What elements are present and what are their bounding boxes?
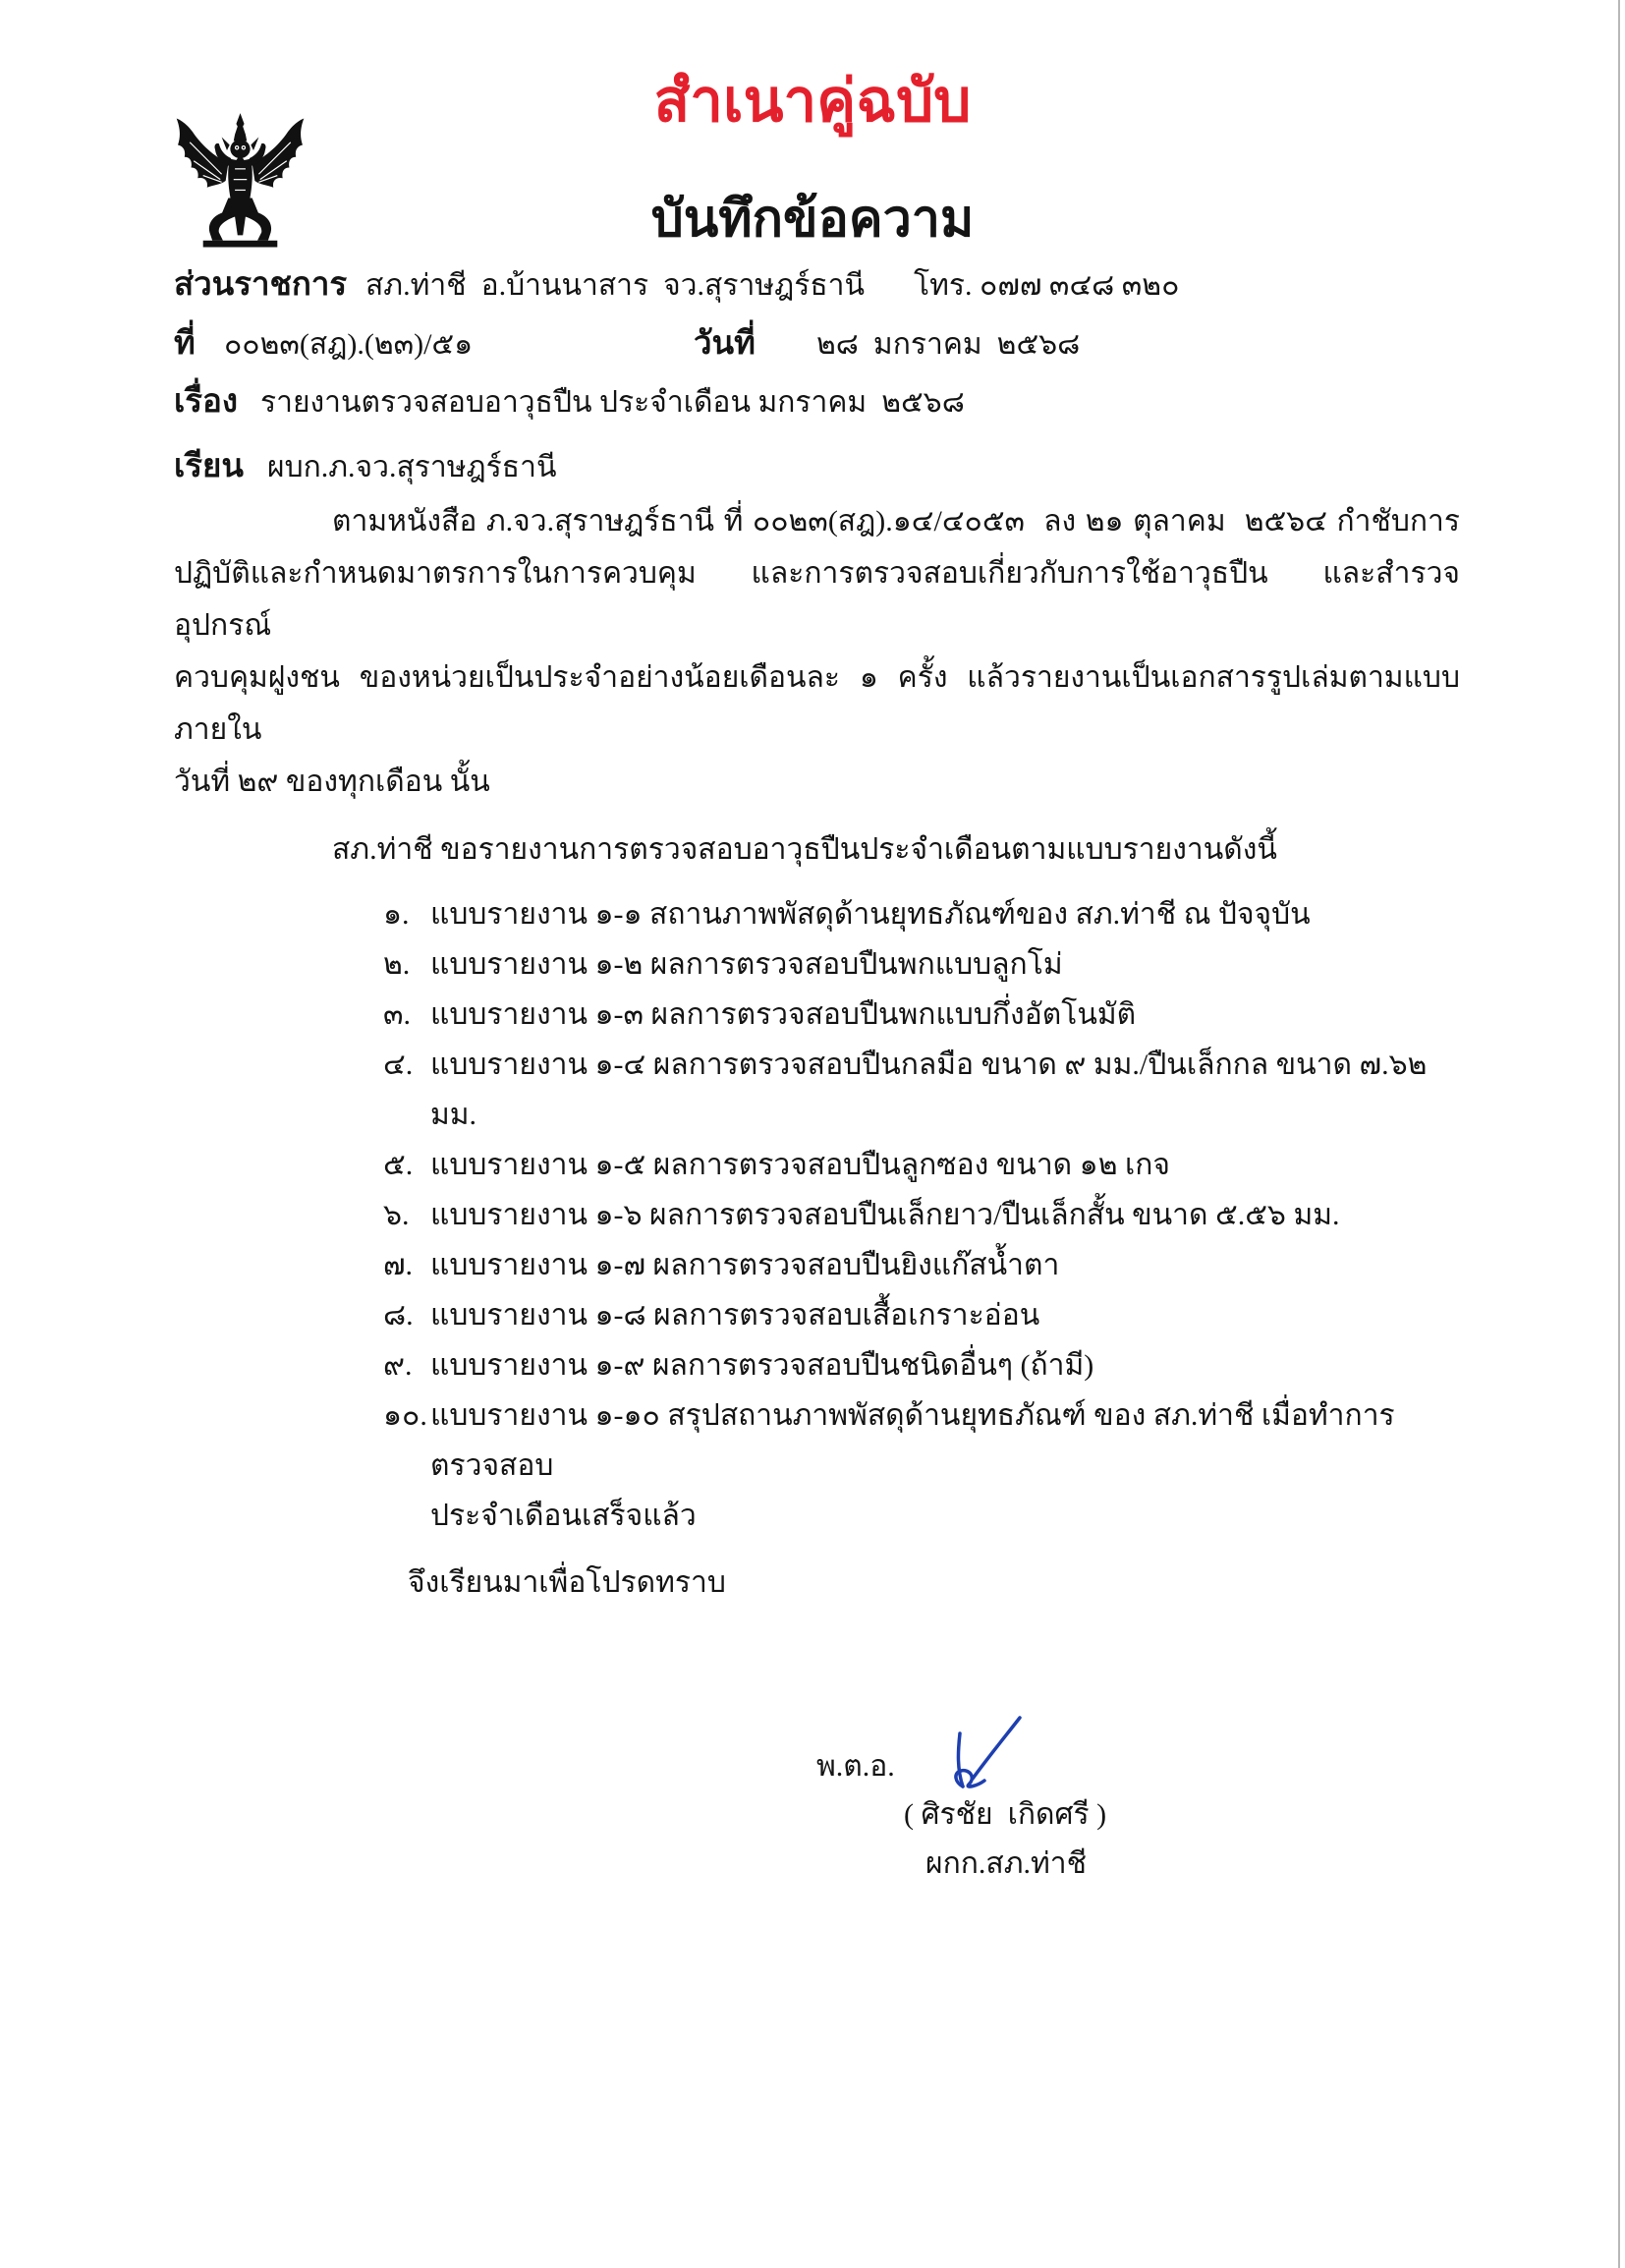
report-item-text: แบบรายงาน ๑-๙ ผลการตรวจสอบปืนชนิดอื่นๆ (ถ้ามี) bbox=[430, 1349, 1094, 1382]
recipient-value: ผบก.ภ.จว.สุราษฎร์ธานี bbox=[267, 451, 557, 483]
reference-label: ที่ bbox=[174, 326, 196, 362]
paragraph-line: ตามหนังสือ ภ.จว.สุราษฎร์ธานี ที่ ๐๐๒๓(สฎ).๑๔/๔๐๕๓ ลง ๒๑ ตุลาคม ๒๕๖๔ กำชับการ bbox=[332, 505, 1460, 538]
report-item-text: แบบรายงาน ๑-๘ ผลการตรวจสอบเสื้อเกราะอ่อน bbox=[430, 1299, 1040, 1332]
report-item bbox=[174, 1190, 1460, 1240]
report-item-number: ๙. bbox=[383, 1349, 413, 1382]
report-intro: สภ.ท่าชี ขอรายงานการตรวจสอบอาวุธปืนประจำเดือนตามแบบรายงานดังนี้ bbox=[332, 833, 1277, 866]
memo-body bbox=[174, 495, 1468, 1891]
report-item-number: ๔. bbox=[383, 1049, 414, 1081]
report-item-text: แบบรายงาน ๑-๕ ผลการตรวจสอบปืนลูกซอง ขนาด ๑๒ เกจ bbox=[430, 1149, 1170, 1181]
report-item bbox=[174, 889, 1460, 939]
report-item-number: ๗. bbox=[383, 1249, 414, 1281]
signer-position: ผกก.สภ.ท่าชี bbox=[925, 1847, 1087, 1880]
report-item-number: ๖. bbox=[383, 1199, 410, 1231]
signer-rank: พ.ต.อ. bbox=[816, 1750, 895, 1783]
report-item-number: ๘. bbox=[383, 1299, 414, 1332]
paragraph-line: ปฏิบัติและกำหนดมาตรการในการควบคุม และการตรวจสอบเกี่ยวกับการใช้อาวุธปืน และสำรวจอุปกรณ์ bbox=[174, 557, 1460, 642]
page-edge-line bbox=[1618, 0, 1620, 2268]
subject-label: เรื่อง bbox=[174, 384, 238, 420]
memo-title: บันทึกข้อความ bbox=[650, 192, 975, 248]
report-item-text: แบบรายงาน ๑-๖ ผลการตรวจสอบปืนเล็กยาว/ปืนเล็กสั้น ขนาด ๕.๕๖ มม. bbox=[430, 1199, 1340, 1231]
report-item-text: แบบรายงาน ๑-๑ สถานภาพพัสดุด้านยุทธภัณฑ์ของ สภ.ท่าชี ณ ปัจจุบัน bbox=[430, 898, 1311, 931]
report-item bbox=[174, 1240, 1460, 1290]
recipient-label: เรียน bbox=[174, 449, 244, 484]
phone-value: โทร. ๐๗๗ ๓๔๘ ๓๒๐ bbox=[914, 269, 1180, 302]
report-list bbox=[174, 889, 1460, 1541]
report-item-text: แบบรายงาน ๑-๑๐ สรุปสถานภาพพัสดุด้านยุทธภัณฑ์ ของ สภ.ท่าชี เมื่อทำการตรวจสอบ bbox=[430, 1399, 1395, 1482]
report-item bbox=[174, 1340, 1460, 1390]
report-item bbox=[174, 1040, 1460, 1140]
reference-number: ๐๐๒๓(สฎ).(๒๓)/๕๑ bbox=[224, 328, 474, 361]
report-item-number: ๑. bbox=[383, 898, 410, 931]
recipient-row bbox=[174, 441, 1460, 493]
signature-block bbox=[174, 1704, 1460, 1891]
date-label: วันที่ bbox=[694, 326, 756, 362]
date-value: ๒๘ มกราคม ๒๕๖๘ bbox=[816, 328, 1081, 361]
report-item-number: ๕. bbox=[383, 1149, 414, 1181]
reference-row bbox=[174, 318, 1460, 370]
copy-stamp: สำเนาคู่ฉบับ bbox=[653, 69, 972, 134]
report-item-text: แบบรายงาน ๑-๓ ผลการตรวจสอบปืนพกแบบกึ่งอัตโนมัติ bbox=[430, 998, 1137, 1031]
report-item bbox=[174, 1140, 1460, 1190]
paragraph-line: วันที่ ๒๙ ของทุกเดือน นั้น bbox=[174, 765, 490, 798]
report-item-number: ๓. bbox=[383, 998, 412, 1031]
paragraph-line: ควบคุมฝูงชน ของหน่วยเป็นประจำอย่างน้อยเดือนละ ๑ ครั้ง แล้วรายงานเป็นเอกสารรูปเล่มตามแบบ ภายใน bbox=[174, 661, 1468, 746]
report-item-number: ๒. bbox=[383, 948, 411, 981]
report-item-number: ๑๐. bbox=[383, 1399, 427, 1432]
report-item-text: แบบรายงาน ๑-๗ ผลการตรวจสอบปืนยิงแก๊สน้ำตา bbox=[430, 1249, 1060, 1281]
report-item-text: แบบรายงาน ๑-๒ ผลการตรวจสอบปืนพกแบบลูกโม่ bbox=[430, 948, 1063, 981]
report-item bbox=[174, 1290, 1460, 1340]
department-label: ส่วนราชการ bbox=[174, 267, 348, 303]
subject-row bbox=[174, 376, 1460, 428]
subject-value: รายงานตรวจสอบอาวุธปืน ประจำเดือน มกราคม ๒๕๖๘ bbox=[260, 386, 965, 419]
report-item bbox=[174, 939, 1460, 990]
handwritten-signature bbox=[933, 1704, 1027, 1802]
report-item bbox=[174, 990, 1460, 1040]
department-value: สภ.ท่าชี อ.บ้านนาสาร จว.สุราษฎร์ธานี bbox=[365, 269, 865, 302]
report-item bbox=[174, 1390, 1460, 1491]
report-item-text: แบบรายงาน ๑-๔ ผลการตรวจสอบปืนกลมือ ขนาด ๙ มม./ปืนเล็กกล ขนาด ๗.๖๒ มม. bbox=[430, 1049, 1434, 1131]
report-item-continuation: ประจำเดือนเสร็จแล้ว bbox=[430, 1500, 697, 1532]
closing-line: จึงเรียนมาเพื่อโปรดทราบ bbox=[408, 1566, 726, 1599]
department-row bbox=[174, 259, 1460, 312]
signer-name: ( ศิรชัย เกิดศรี ) bbox=[904, 1798, 1107, 1831]
